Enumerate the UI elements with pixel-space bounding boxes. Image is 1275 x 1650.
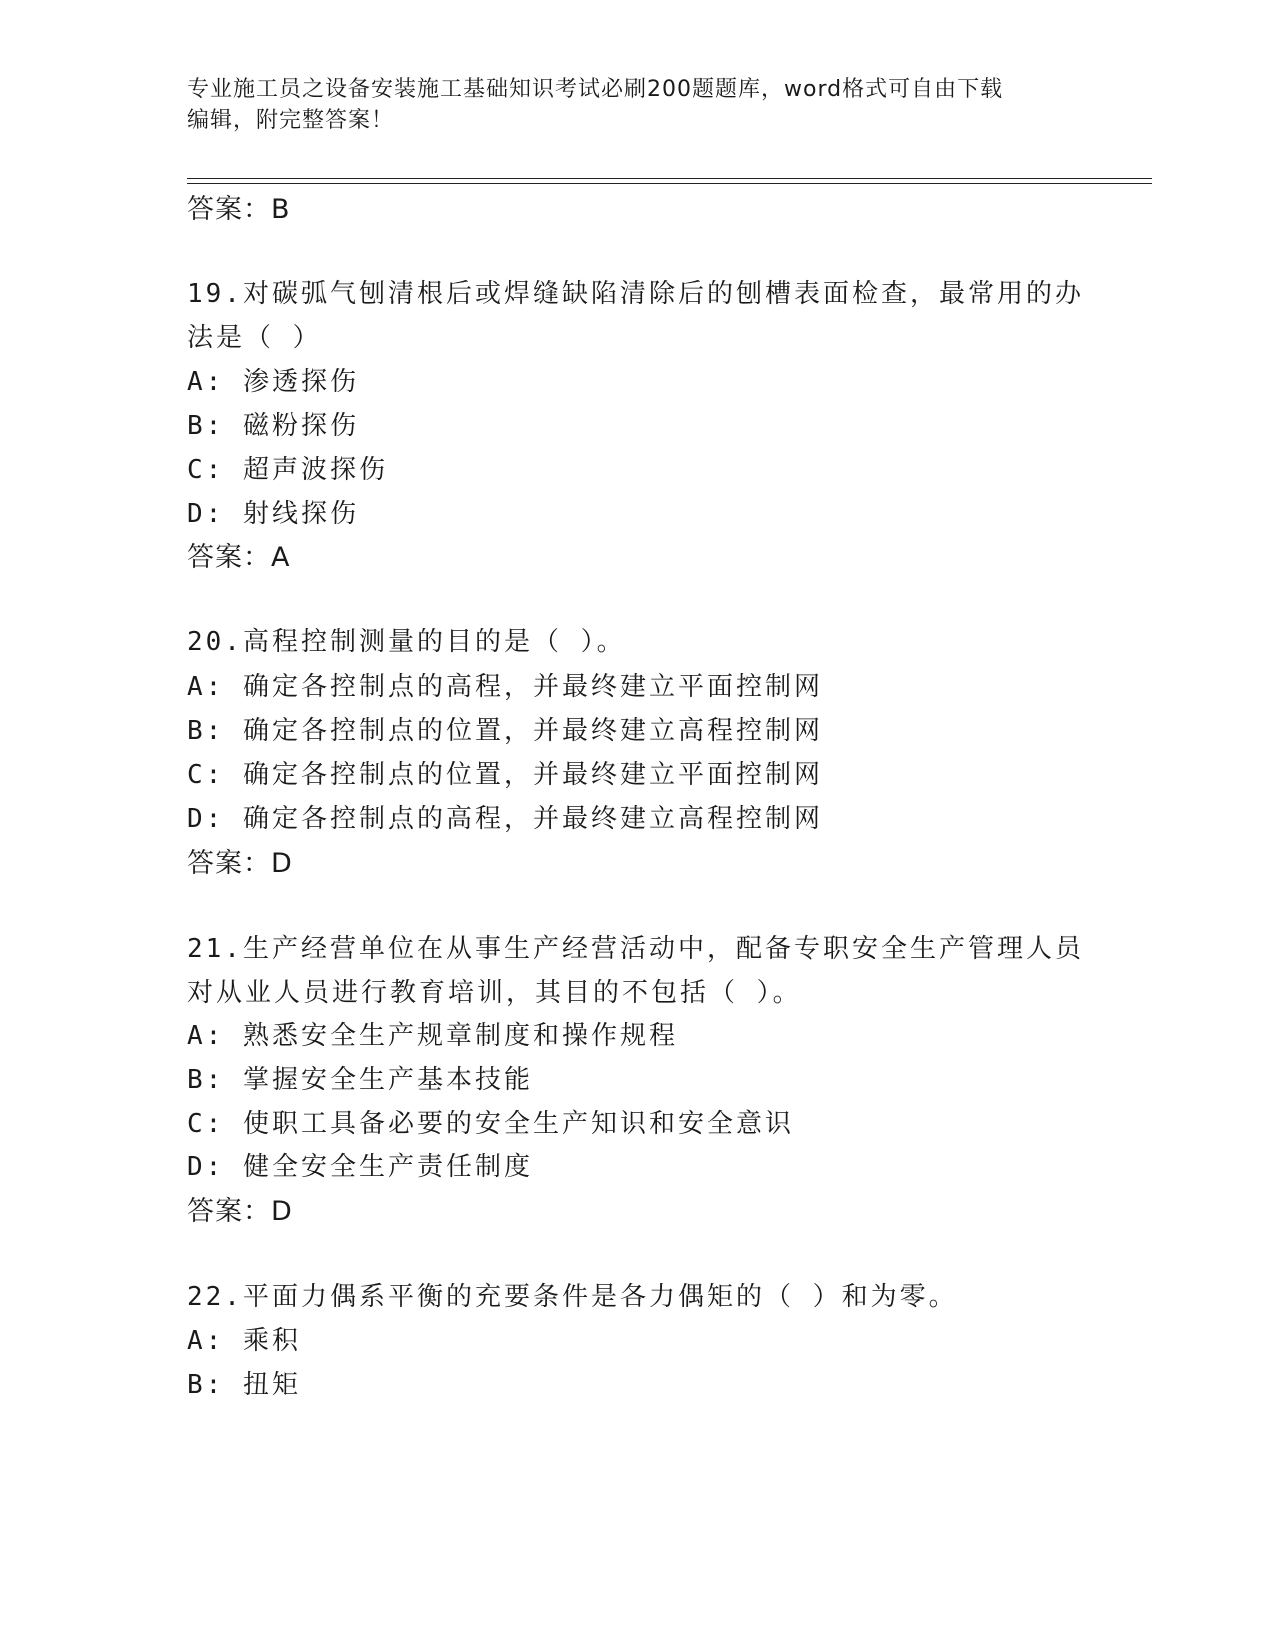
question-stem-continued: 法是（ ） <box>187 323 322 353</box>
option-a: A: 乘积 <box>187 1326 301 1356</box>
question-stem: 20.高程控制测量的目的是（ ）。 <box>187 627 626 657</box>
option-c: C: 确定各控制点的位置，并最终建立平面控制网 <box>187 760 823 790</box>
header-line-1: 专业施工员之设备安装施工基础知识考试必刷200题题库，word格式可自由下载 <box>187 77 1004 102</box>
question-stem-continued: 对从业人员进行教育培训，其目的不包括（ ）。 <box>187 978 802 1008</box>
option-b: B: 磁粉探伤 <box>187 411 359 441</box>
option-a: A: 渗透探伤 <box>187 367 359 397</box>
option-c: C: 使职工具备必要的安全生产知识和安全意识 <box>187 1109 794 1139</box>
header-double-rule <box>187 178 1152 184</box>
option-d: D: 确定各控制点的高程，并最终建立高程控制网 <box>187 804 823 834</box>
answer-line: 答案：B <box>187 194 291 225</box>
answer-line: 答案：A <box>187 542 291 573</box>
option-a: A: 确定各控制点的高程，并最终建立平面控制网 <box>187 672 823 702</box>
option-b: B: 掌握安全生产基本技能 <box>187 1065 533 1095</box>
answer-line: 答案：D <box>187 848 293 879</box>
option-d: D: 射线探伤 <box>187 499 359 529</box>
option-d: D: 健全安全生产责任制度 <box>187 1152 533 1182</box>
header-line-2: 编辑，附完整答案！ <box>187 108 395 133</box>
answer-line: 答案：D <box>187 1196 293 1227</box>
question-stem: 21.生产经营单位在从事生产经营活动中，配备专职安全生产管理人员 <box>187 934 1084 964</box>
option-a: A: 熟悉安全生产规章制度和操作规程 <box>187 1021 678 1051</box>
document-header <box>187 74 1077 136</box>
option-b: B: 确定各控制点的位置，并最终建立高程控制网 <box>187 716 823 746</box>
option-c: C: 超声波探伤 <box>187 455 388 485</box>
option-b: B: 扭矩 <box>187 1370 301 1400</box>
question-stem: 19.对碳弧气刨清根后或焊缝缺陷清除后的刨槽表面检查，最常用的办 <box>187 279 1084 309</box>
question-stem: 22.平面力偶系平衡的充要条件是各力偶矩的（ ）和为零。 <box>187 1282 958 1312</box>
